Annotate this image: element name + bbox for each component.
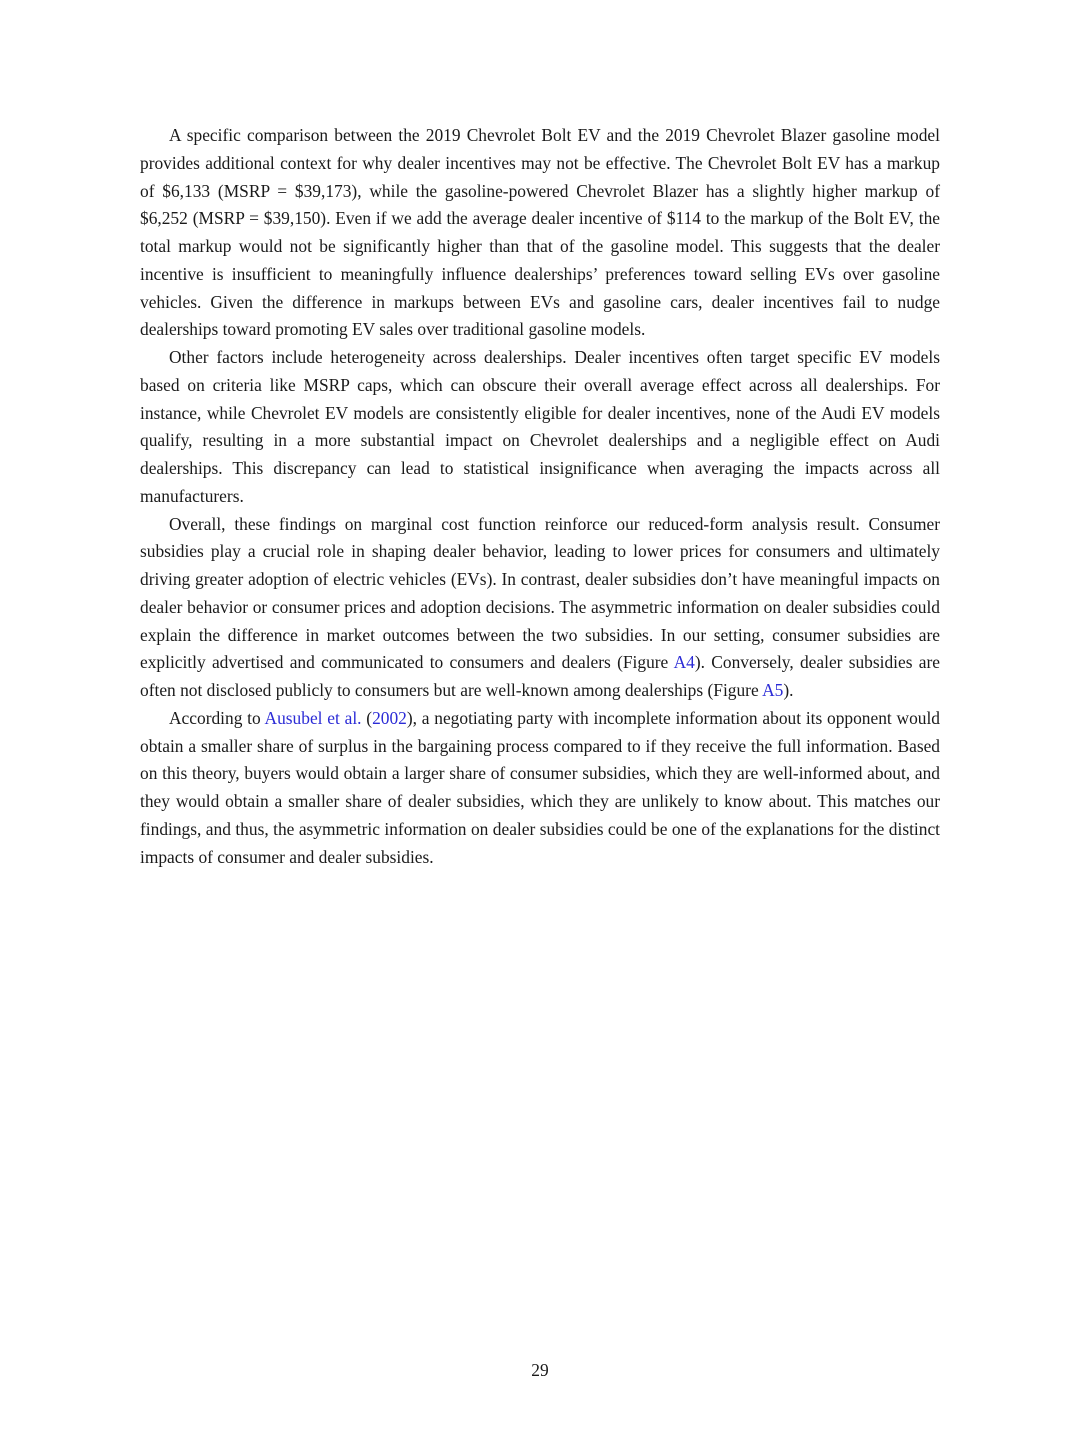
paragraph-dealership-heterogeneity — [140, 344, 940, 511]
paragraph-text: A specific comparison between the 2019 Chevrolet Bolt EV and the 2019 Chevrolet Blazer gasoline model provides additional context for why dealer incentives may not be effective. The Chevrolet Bolt EV has a markup of $6,133 (MSRP = $39,173), while the gasoline-powered Chevrolet Blazer has a slightly higher markup of $6,252 (MSRP = $39,150). Even if we add the average dealer incentive of $114 to the markup of the Bolt EV, the total markup would not be significantly higher than that of the gasoline model. This suggests that the dealer incentive is insufficient to meaningfully influence dealerships’ preferences toward selling EVs over gasoline vehicles. Given the difference in markups between EVs and gasoline cars, dealer incentives fail to nudge dealerships toward promoting EV sales over traditional gasoline models. — [140, 125, 940, 340]
paragraph-asymmetric-information — [140, 705, 940, 872]
paragraph-text: Overall, these findings on marginal cost function reinforce our reduced-form analysis result. Consumer subsidies play a crucial role in shaping dealer behavior, leading to lower prices for consumers and ultimately driving greater adoption of electric vehicles (EVs). In contrast, dealer subsidies don’t have meaningful impacts on dealer behavior or consumer prices and adoption decisions. The asymmetric information on dealer subsidies could explain the difference in market outcomes between the two subsidies. In our setting, consumer subsidies are explicitly advertised and communicated to consumers and dealers (Figure — [140, 513, 940, 673]
figure-a4-link[interactable]: A4 — [673, 652, 695, 673]
paragraph-text: ( — [361, 707, 373, 728]
paragraph-text: ). — [783, 680, 794, 700]
citation-author-link[interactable]: Ausubel et al. — [264, 707, 362, 728]
paragraph-text: According to — [169, 707, 265, 728]
page-body — [140, 122, 940, 871]
paragraph-text: ), a negotiating party with incomplete information about its opponent would obtain a smaller share of surplus in the bargaining process compared to if they receive the full information. Based on this theory, buyers would obtain a larger share of consumer subsidies, which they are well-informed about, and they would obtain a smaller share of dealer subsidies, which they are unlikely to know about. This matches our findings, and thus, the asymmetric information on dealer subsidies could be one of the explanations for the distinct impacts of consumer and dealer subsidies. — [140, 707, 941, 867]
paragraph-text: ). Conversely, dealer subsidies are often not disclosed publicly to consumers but are well-known among dealerships (Figure — [140, 652, 940, 700]
figure-a5-link[interactable]: A5 — [762, 680, 784, 700]
paragraph-bolt-vs-blazer — [140, 122, 940, 344]
page-number: 29 — [531, 1360, 549, 1380]
paragraph-overall-findings — [140, 511, 940, 705]
citation-year-link[interactable]: 2002 — [372, 707, 407, 728]
paragraph-text: Other factors include heterogeneity across dealerships. Dealer incentives often target specific EV models based on criteria like MSRP caps, which can obscure their overall average effect across all dealerships. For instance, while Chevrolet EV models are consistently eligible for dealer incentives, none of the Audi EV models qualify, resulting in a more substantial impact on Chevrolet dealerships and a negligible effect on Audi dealerships. This discrepancy can lead to statistical insignificance when averaging the impacts across all manufacturers. — [140, 347, 940, 506]
